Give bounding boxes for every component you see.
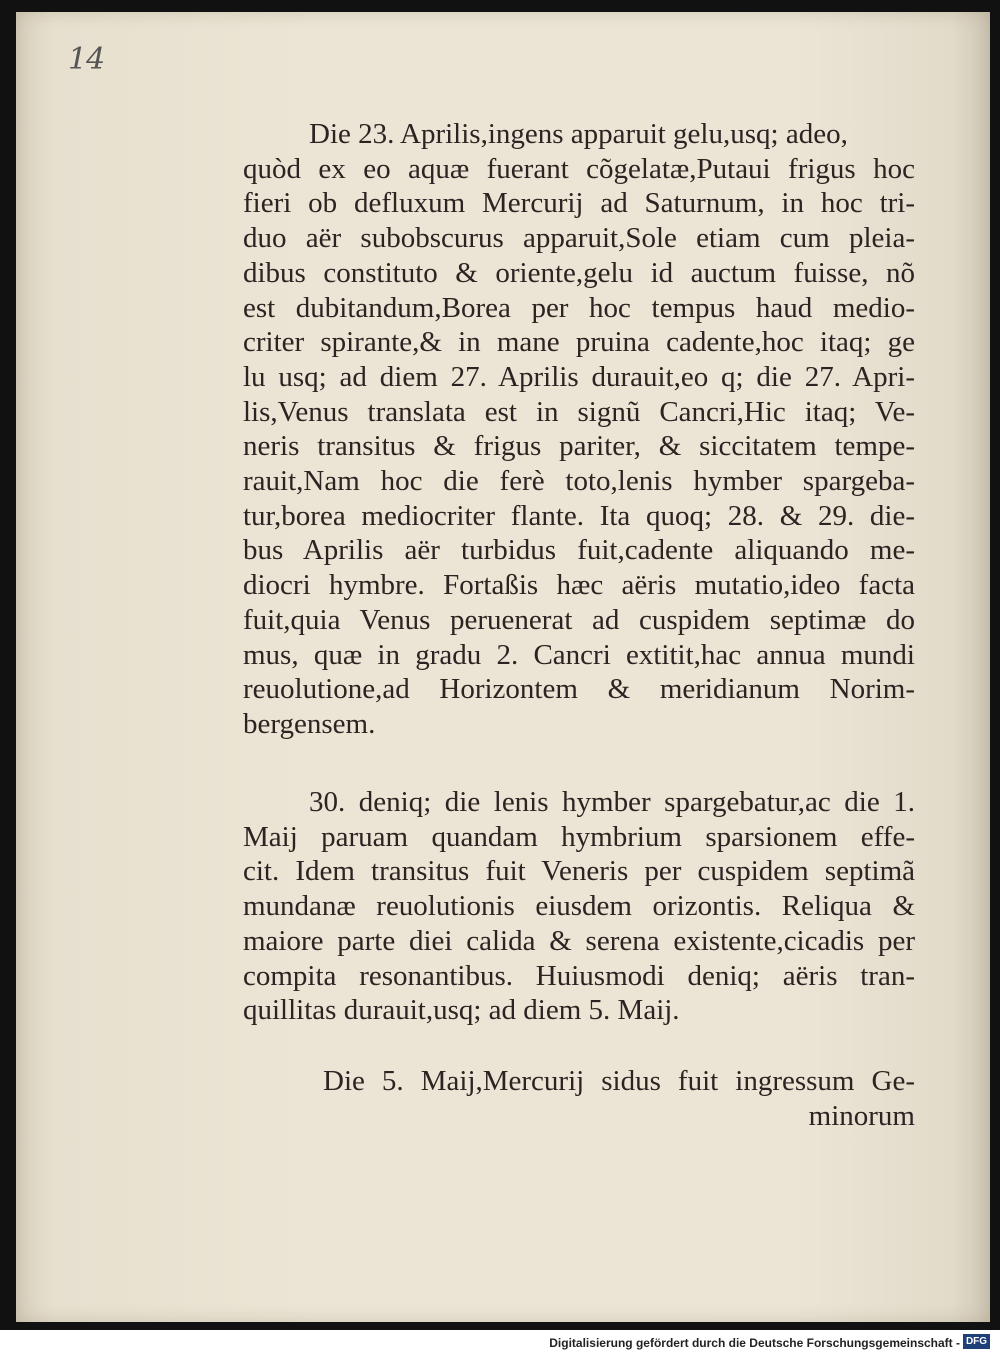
text-line: compita resonantibus. Huiusmodi deniq; aëris tran- [243,959,915,992]
text-line: duo aër subobscurus apparuit,Sole etiam cum pleia- [243,222,915,255]
text-line: quòd ex eo aquæ fuerant cõgelatæ,Putaui frigus hoc [243,152,915,185]
text-line: diocri hymbre. Fortaßis hæc aëris mutatio,ideo facta [243,569,915,602]
text-line: reuolutione,ad Horizontem & meridianum Norim- [243,673,915,706]
text-line: tur,borea mediocriter flante. Ita quoq; 28. & 29. die- [243,499,915,532]
text-line: est dubitandum,Borea per hoc tempus haud medio- [243,291,915,324]
text-line: quillitas durauit,usq; ad diem 5. Maij. [243,994,680,1027]
text-line: fieri ob defluxum Mercurij ad Saturnum, in hoc tri- [243,187,915,220]
footer-credit: Digitalisierung gefördert durch die Deutsche Forschungsgemeinschaft - [549,1336,960,1350]
text-line: mus, quæ in gradu 2. Cancri extitit,hac annua mundi [243,638,915,671]
catchword: minorum [808,1099,915,1132]
text-line: bus Aprilis aër turbidus fuit,cadente aliquando me- [243,534,915,567]
text-line: dibus constituto & oriente,gelu id auctum fuisse, nõ [243,256,915,289]
text-line: rauit,Nam hoc die ferè toto,lenis hymber spargeba- [243,465,915,498]
text-line: bergensem. [243,707,376,740]
page-number: 14 [68,42,105,77]
text-line: maiore parte diei calida & serena existente,cicadis per [243,924,915,957]
text-line: cit. Idem transitus fuit Veneris per cuspidem septimã [243,855,915,888]
text-line: Die 5. Maij,Mercurij sidus fuit ingressum Ge- [323,1065,915,1097]
paragraph-2 [243,785,915,1028]
text-line: Maij paruam quandam hymbrium sparsionem effe- [243,820,915,853]
text-line: fuit,quia Venus peruenerat ad cuspidem septimæ do [243,603,915,636]
text-line: Die 23. Aprilis,ingens apparuit gelu,usq; adeo, [309,118,848,150]
paragraph-1 [243,117,915,742]
text-line: mundanæ reuolutionis eiusdem orizontis. Reliqua & [243,890,915,923]
paragraph-3 [243,1064,915,1133]
text-line: lu usq; ad diem 27. Aprilis durauit,eo q; die 27. Apri- [243,360,915,393]
dfg-logo-icon: DFG [963,1334,990,1349]
text-line: criter spirante,& in mane pruina cadente,hoc itaq; ge [243,326,915,359]
text-line: 30. deniq; die lenis hymber spargebatur,ac die 1. [309,786,915,818]
text-line: lis,Venus translata est in signũ Cancri,Hic itaq; Ve- [243,395,915,428]
text-line: neris transitus & frigus pariter, & siccitatem tempe- [243,430,915,463]
